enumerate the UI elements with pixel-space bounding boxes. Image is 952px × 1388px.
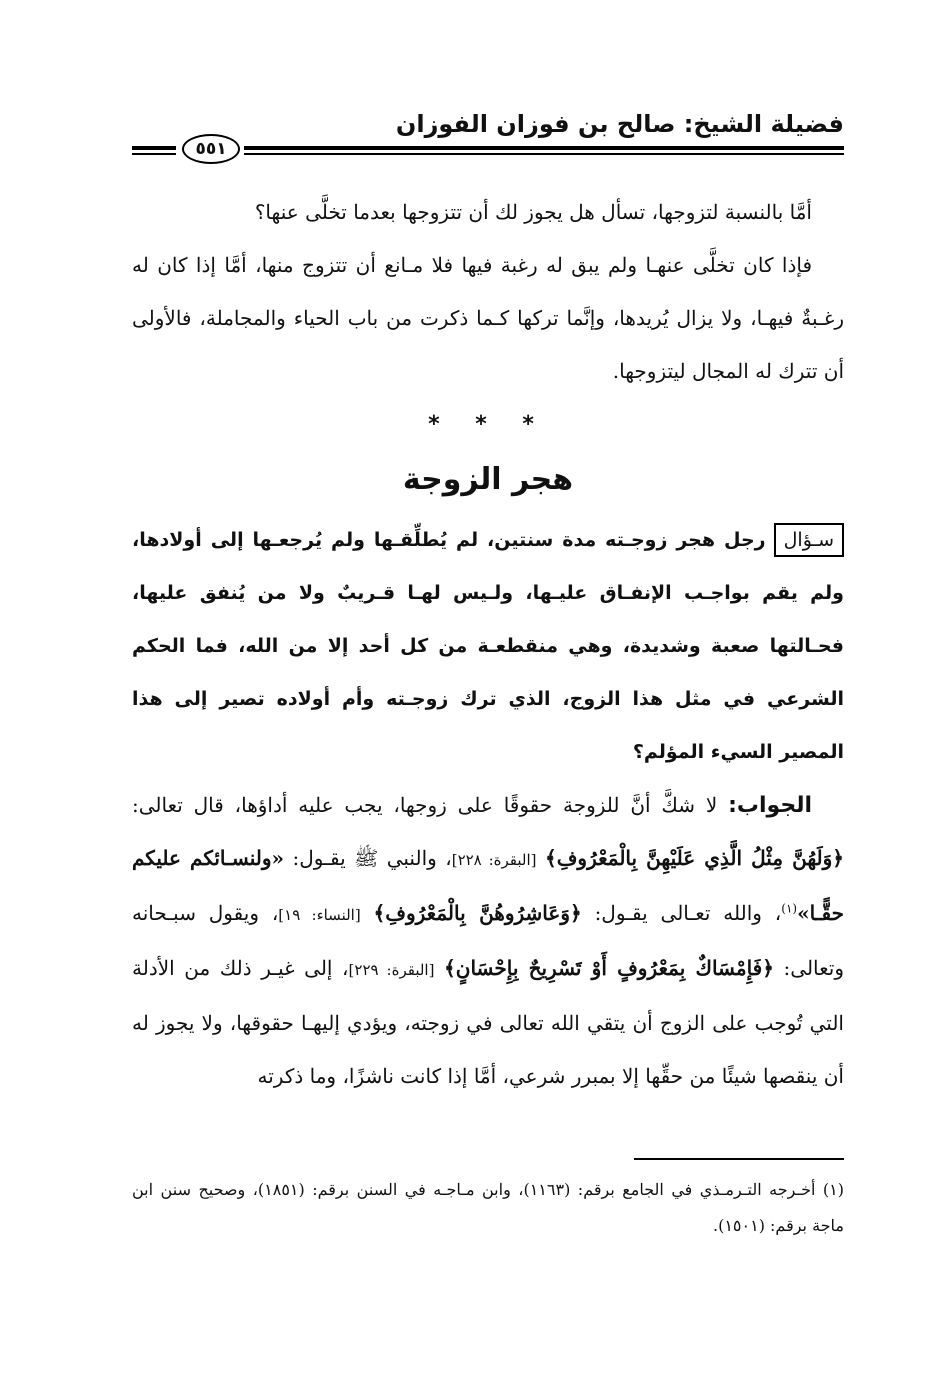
quran-verse-1: ﴿وَلَهُنَّ مِثْلُ الَّذِي عَلَيْهِنَّ بِالْمَعْرُوفِ﴾ — [544, 846, 845, 870]
section-separator: * * * — [428, 412, 548, 437]
page-header — [132, 110, 844, 170]
answer-text-4: ، ويقول سبـحانه وتعالى: — [132, 901, 845, 980]
answer-label: الجواب: — [728, 793, 813, 818]
question-paragraph — [132, 514, 844, 779]
question-text: رجل هجر زوجـته مدة سنتين، لم يُطلِّقـها ولم يُرجعـها إلى أولادها، ولم يقم بواجـب الإنفـاق عليـها، ولـيس لهـا قـريبٌ ولا من يُنفق عليها، فحـالتها صعبة وشديدة، وهي منقطعـة من كل أحد إلا من الله، فما الحكم الشرعي في مثل هذا الزوج، الذي ترك زوجـته وأم أولاده تصير إلى هذا المصير السيء المؤلم؟ — [132, 529, 844, 763]
citation-3: [البقرة: ٢٢٩] — [348, 961, 435, 979]
header-rule-thin — [244, 153, 844, 155]
citation-2: [النساء: ١٩] — [278, 906, 361, 924]
quran-verse-2: ﴿وَعَاشِرُوهُنَّ بِالْمَعْرُوفِ﴾ — [373, 901, 582, 925]
footnote-separator — [634, 1158, 844, 1160]
answer-text-2: ، والنبي ﷺ يقـول: — [292, 846, 452, 870]
answer-text-5: ، إلى غيـر ذلك من الأدلة التي تُوجب على الزوج أن يتقي الله تعالى في زوجته، ويؤدي إليهـا حقوقها، ولا يجوز له أن ينقصها شيئًا من حقِّها إلا بمبرر شرعي، أمَّا إذا كانت ناشزًا، وما ذكرته — [132, 956, 844, 1088]
header-rule-short-thin — [132, 153, 176, 155]
citation-1: [البقرة: ٢٢٨] — [451, 851, 537, 869]
hadith-quote: «ولنسـائكم عليكم حقًّـا» — [132, 846, 845, 925]
answer-paragraph — [132, 779, 844, 1103]
paragraph-1: أمَّا بالنسبة لتزوجها، تسأل هل يجوز لك أن تتزوجها بعدما تخلَّى عنها؟ — [254, 200, 812, 224]
page-number: ٥٥١ — [182, 134, 240, 164]
page-body — [132, 186, 844, 1103]
header-title: فضيلة الشيخ: صالح بن فوزان الفوزان — [395, 110, 844, 138]
paragraph-2: فإذا كان تخلَّى عنهـا ولم يبق له رغبة فيها فلا مـانع أن تتزوج منها، أمَّا إذا كان له رغـبةٌ فيهـا، ولا يزال يُريدها، وإنَّما تركها كـما ذكرت من باب الحياء والمجاملة، فالأولى أن تترك له المجال ليتزوجها. — [132, 253, 844, 383]
answer-text-1: لا شكَّ أنَّ للزوجة حقوقًا على زوجها، يجب عليه أداؤها، قال تعالى: — [132, 793, 718, 817]
footnotes — [132, 1172, 844, 1244]
answer-text-3: ، والله تعـالى يقـول: — [594, 901, 782, 925]
footnote-reference: (١) — [781, 901, 798, 916]
section-title: هجر الزوجة — [402, 462, 574, 497]
header-rule-thick — [244, 146, 844, 150]
question-label: سـؤال — [774, 523, 844, 557]
header-rule-short-thick — [132, 146, 176, 150]
footnote-1: (١) أخـرجه التـرمـذي في الجامع برقم: (١١٦٣)، وابن مـاجـه في السنن برقم: (١٨٥١)، وصحيح سنن ابن ماجة برقم: (١٥٠١). — [132, 1180, 845, 1235]
quran-verse-3: ﴿فَإِمْسَاكٌ بِمَعْرُوفٍ أَوْ تَسْرِيحٌ بِإِحْسَانٍ﴾ — [444, 956, 774, 980]
